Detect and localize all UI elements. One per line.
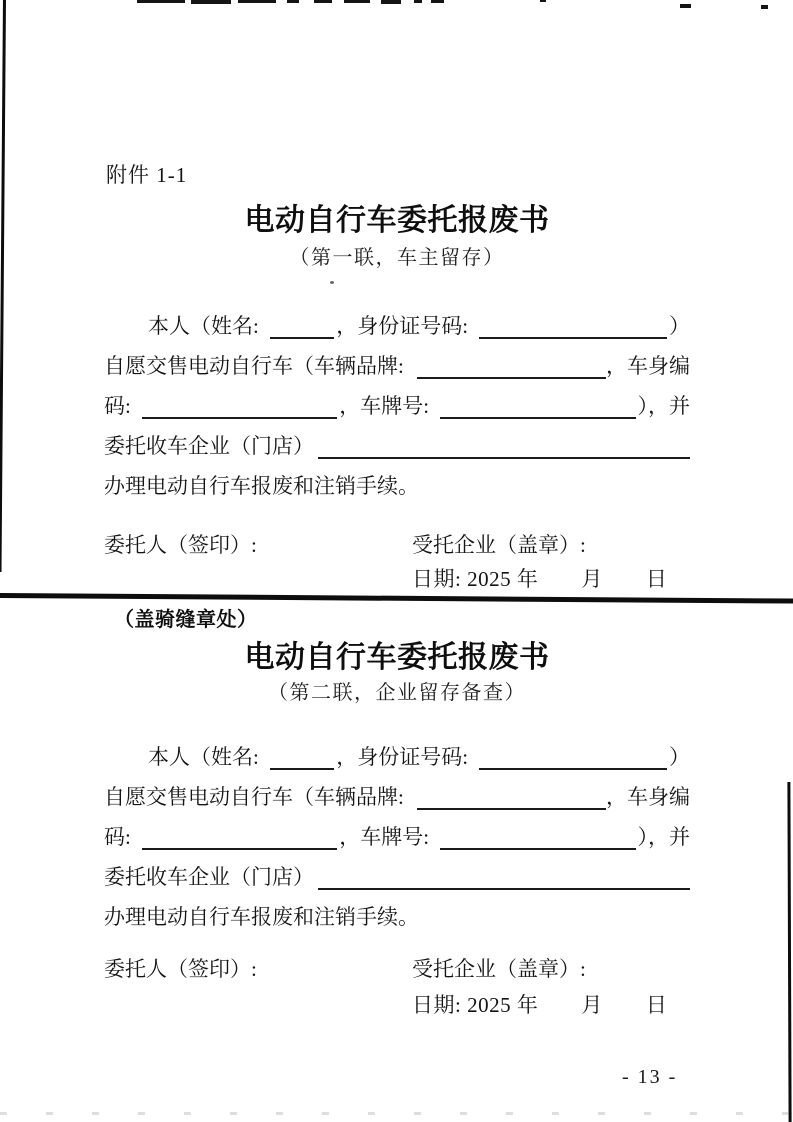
form1-line3-mid: ，车牌号: bbox=[339, 394, 435, 418]
form1-line1-pre: 本人（姓名: bbox=[148, 314, 265, 338]
form1-line4-pre: 委托收车企业（门店） bbox=[104, 434, 314, 458]
form1-line3-end: ），并 bbox=[637, 394, 690, 418]
form1-body-line1 bbox=[104, 306, 690, 346]
form2-id-number-blank bbox=[479, 768, 667, 770]
attachment-label: 附件 1-1 bbox=[106, 163, 188, 187]
form1-plate-number-blank bbox=[440, 417, 635, 419]
seam-divider-line bbox=[0, 593, 793, 604]
form2-line3-end: ），并 bbox=[637, 825, 690, 849]
form1-body-line3 bbox=[104, 386, 690, 426]
form1-brand-blank bbox=[417, 377, 606, 379]
form2-company-label: 受托企业（盖章）: bbox=[412, 957, 586, 981]
form1-line5-text: 办理电动自行车报废和注销手续。 bbox=[104, 474, 419, 498]
form1-body-line4 bbox=[104, 426, 690, 466]
form2-line5-text: 办理电动自行车报废和注销手续。 bbox=[104, 905, 419, 929]
scan-noise-bottom bbox=[0, 1112, 793, 1115]
scan-speck bbox=[330, 281, 334, 284]
form2-store-blank bbox=[318, 888, 690, 890]
scan-edge-line-right bbox=[787, 782, 791, 1122]
form1-frame-number-blank bbox=[142, 417, 337, 419]
form1-name-blank bbox=[270, 337, 334, 339]
form2-line1-pre: 本人（姓名: bbox=[148, 745, 265, 769]
form2-plate-number-blank bbox=[440, 848, 635, 850]
form2-line1-mid: ，身份证号码: bbox=[336, 745, 474, 769]
form2-brand-blank bbox=[417, 808, 606, 810]
form1-signer-label: 委托人（签印）: bbox=[104, 533, 257, 557]
form2-signer-label: 委托人（签印）: bbox=[104, 957, 257, 981]
form2-signature-row bbox=[104, 953, 690, 983]
form1-signature-row bbox=[104, 529, 690, 559]
form2-body-line1 bbox=[104, 737, 690, 777]
form2-line3-mid: ，车牌号: bbox=[339, 825, 435, 849]
form1-body-line5 bbox=[104, 466, 690, 506]
form2-body bbox=[104, 737, 690, 937]
form2-title: 电动自行车委托报废书 bbox=[244, 641, 550, 674]
form1-subtitle: （第一联，车主留存） bbox=[289, 247, 505, 269]
form1-body-line2 bbox=[104, 346, 690, 386]
form1-store-blank bbox=[318, 457, 690, 459]
form2-subtitle: （第二联，企业留存备查） bbox=[268, 682, 526, 704]
form1-line2-end: ，车身编 bbox=[606, 354, 690, 378]
form2-name-blank bbox=[270, 768, 334, 770]
scan-edge-line-left bbox=[0, 0, 6, 572]
page-number: - 13 - bbox=[622, 1066, 678, 1088]
seam-stamp-label: （盖骑缝章处） bbox=[114, 609, 258, 631]
form1-line1-mid: ，身份证号码: bbox=[336, 314, 474, 338]
form2-line1-end: ） bbox=[669, 745, 690, 769]
form2-body-line2 bbox=[104, 777, 690, 817]
form1-title: 电动自行车委托报废书 bbox=[244, 204, 550, 237]
form2-date-line: 日期: 2025 年 月 日 bbox=[412, 993, 668, 1017]
form1-date-line: 日期: 2025 年 月 日 bbox=[412, 567, 668, 591]
form1-line3-pre: 码: bbox=[104, 394, 137, 418]
form2-body-line4 bbox=[104, 857, 690, 897]
form2-body-line3 bbox=[104, 817, 690, 857]
form2-line2-pre: 自愿交售电动自行车（车辆品牌: bbox=[104, 785, 410, 809]
form1-body bbox=[104, 306, 690, 506]
form2-frame-number-blank bbox=[142, 848, 337, 850]
form1-id-number-blank bbox=[479, 337, 667, 339]
form2-line4-pre: 委托收车企业（门店） bbox=[104, 865, 314, 889]
form2-line3-pre: 码: bbox=[104, 825, 137, 849]
form1-line2-pre: 自愿交售电动自行车（车辆品牌: bbox=[104, 354, 410, 378]
form2-line2-end: ，车身编 bbox=[606, 785, 690, 809]
form1-line1-end: ） bbox=[669, 314, 690, 338]
form1-company-label: 受托企业（盖章）: bbox=[412, 533, 586, 557]
form2-body-line5 bbox=[104, 897, 690, 937]
